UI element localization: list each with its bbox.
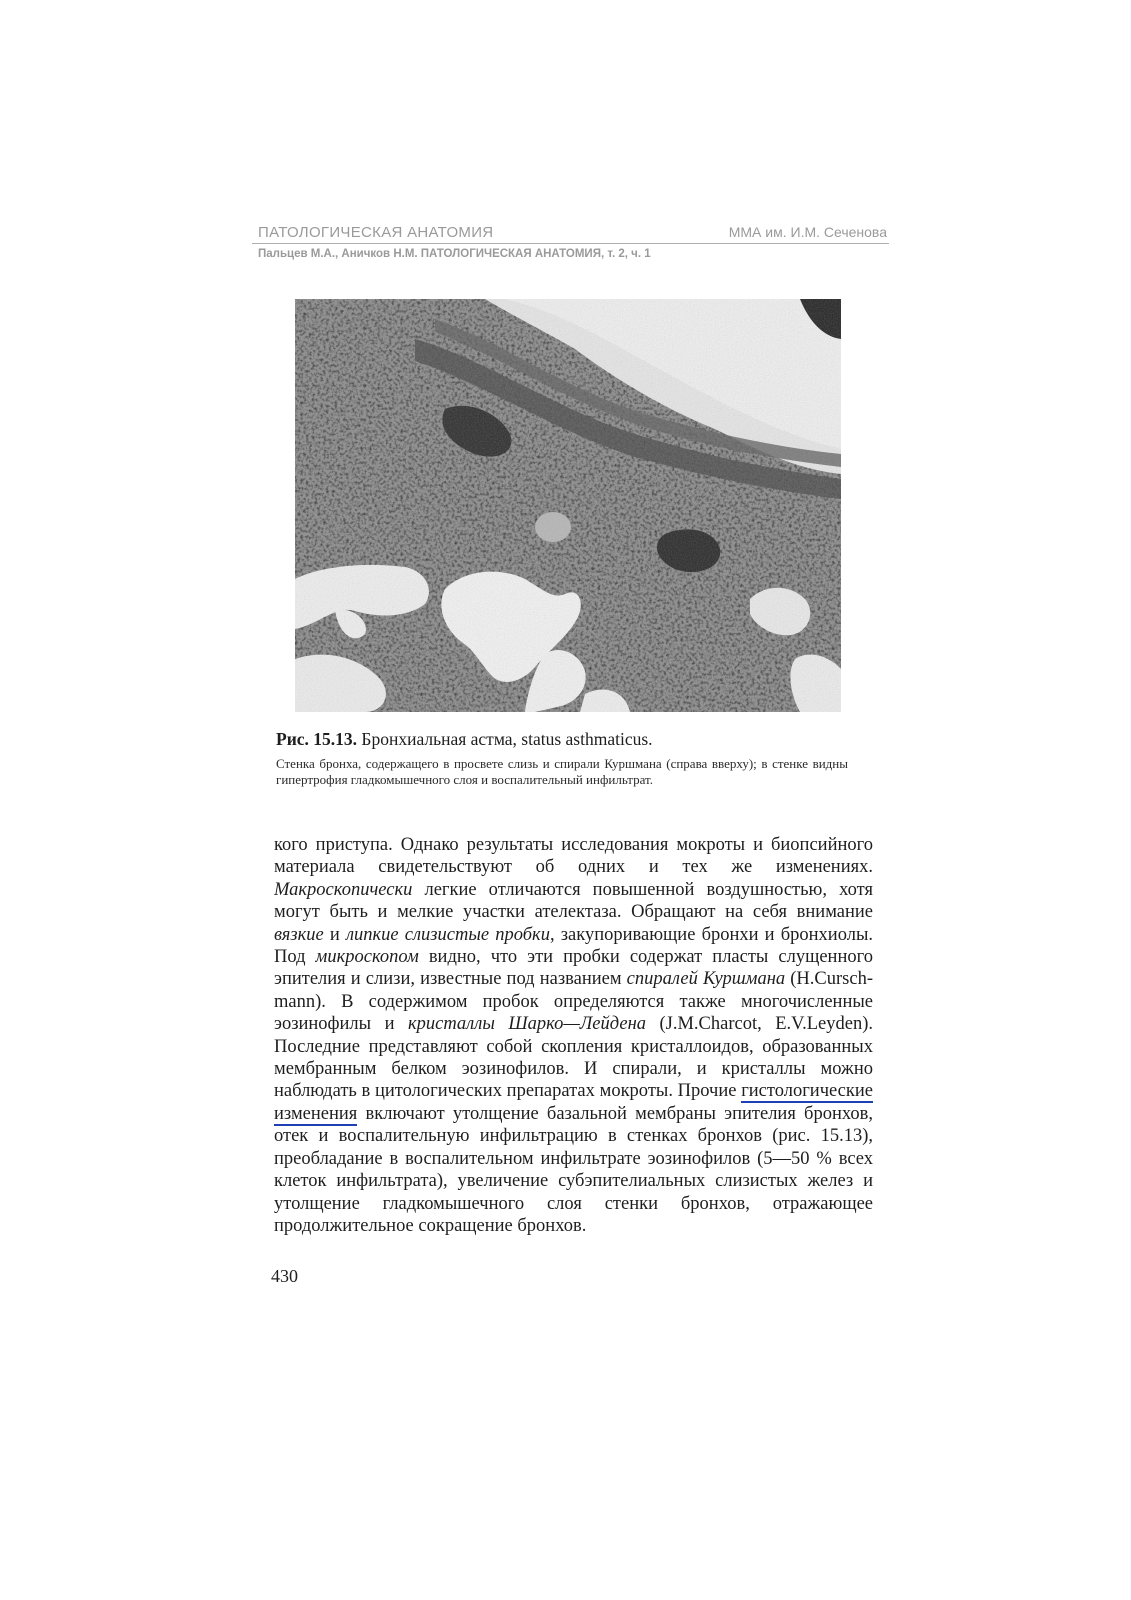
text-run: , закупоривающие бронхи и бронхиолы. Под: [274, 924, 873, 968]
header-rule: [252, 243, 889, 244]
text-run: легкие отличаются повышенной воздушностью, хотя могут быть и мелкие участки ателектаза. Обращают на себя внимание: [274, 879, 873, 923]
text-run: кого приступа. Однако результаты исследования мокроты и биопсийного материала свидетельствуют об одних и тех же изменениях.: [274, 835, 873, 878]
histology-changes-link[interactable]: гистологические изменения: [274, 1081, 873, 1124]
italic-term: липкие слизистые пробки: [345, 924, 550, 945]
figure-caption: [276, 728, 848, 787]
text-run: (J.M.Charcot, E.V.Leyden). Последние представляют собой скопления кристаллоидов, образованных мембранным белком эозинофилов. И спирали, и кристаллы можно наблюдать в цитологических препаратах мокроты. Прочие: [274, 1014, 874, 1102]
micrograph-image: [295, 299, 841, 712]
body-paragraph: [274, 834, 873, 1237]
page-number: 430: [271, 1266, 298, 1286]
italic-term: кристаллы Шарко—Лейдена: [407, 1014, 646, 1035]
running-header-institution: ММА им. И.М. Сеченова: [728, 224, 887, 240]
italic-term: Макроскопически: [274, 879, 413, 900]
running-header-title: ПАТОЛОГИЧЕСКАЯ АНАТОМИЯ: [258, 224, 494, 241]
italic-term: вязкие: [274, 924, 324, 945]
text-run: включают утолщение базальной мембраны эпителия бронхов, отек и воспалительную инфильтрацию в стенках бронхов (рис. 15.13), преобладание в воспалительном инфильтрате эозинофилов (5—50 % всех клеток инфильтрата), увеличение субэпителиальных слизистых желез и утолщение гладкомышечного слоя стенки бронхов, отражающее продолжительное сокращение бронхов.: [274, 1103, 873, 1236]
figure-label: Рис. 15.13.: [276, 729, 358, 749]
italic-term: микроскопом: [315, 947, 419, 968]
running-header-citation: Пальцев М.А., Аничков Н.М. ПАТОЛОГИЧЕСКАЯ АНАТОМИЯ, т. 2, ч. 1: [258, 248, 651, 260]
text-run: и: [323, 924, 346, 945]
figure-title-text: Бронхиальная астма, status asthmaticus.: [357, 729, 653, 749]
text-run: (H.Curschmann). В содержимом пробок определяются также многочисленные эозинофилы и: [274, 969, 873, 1035]
histology-micrograph: [295, 299, 841, 712]
figure-title: [276, 728, 848, 750]
italic-term: спиралей Куршмана: [626, 969, 786, 990]
figure-description: Стенка бронха, содержащего в просвете слизь и спирали Куршмана (справа вверху); в стенке видны гипертрофия гладкомышечного слоя и воспалительный инфильтрат.: [276, 756, 848, 787]
text-run: видно, что эти пробки содержат пласты слущенного эпителия и слизи, известные под названием: [274, 947, 873, 990]
